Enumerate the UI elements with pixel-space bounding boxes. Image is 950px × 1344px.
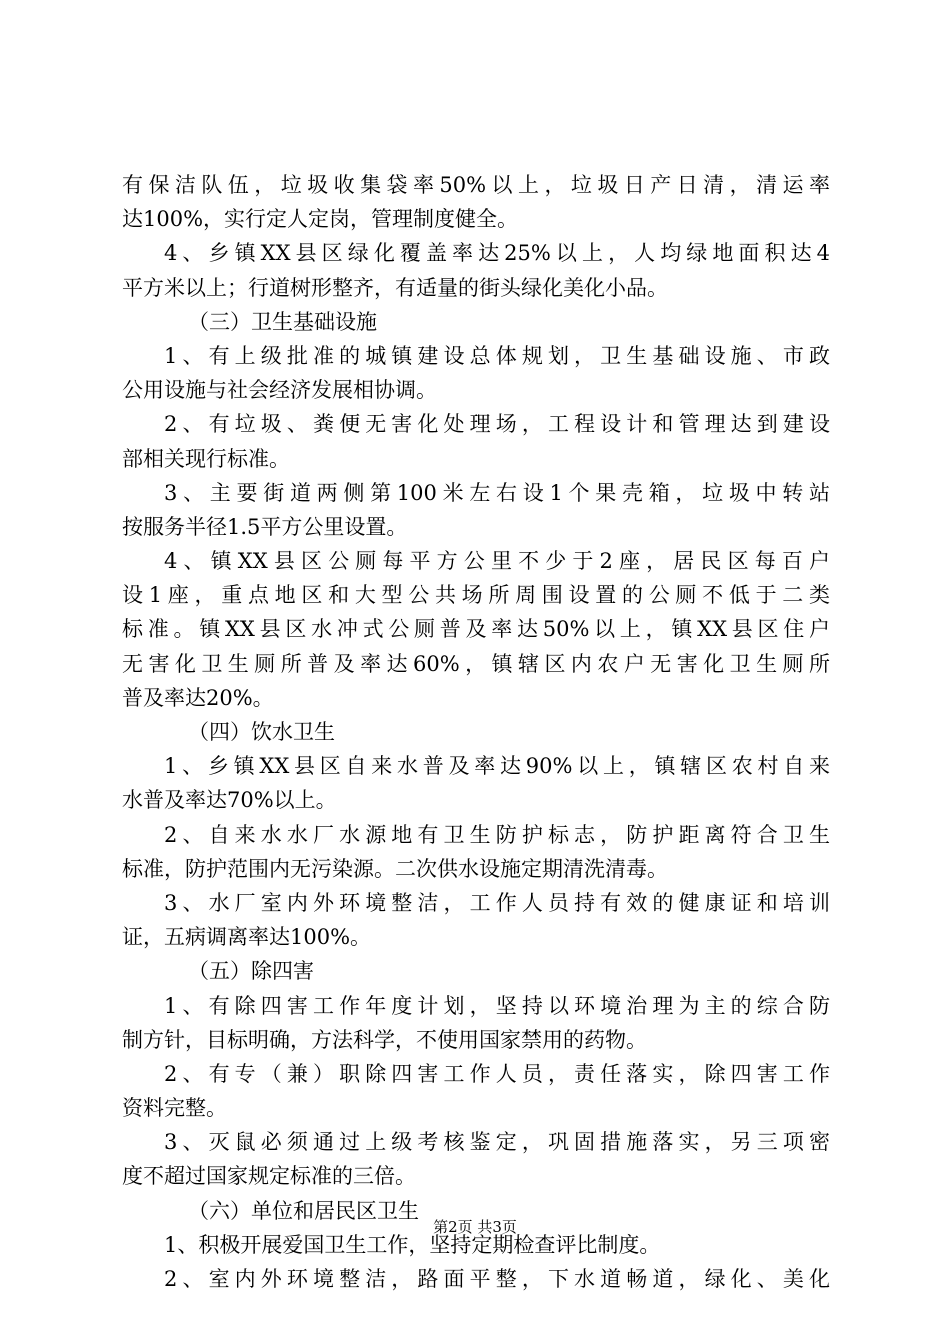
text-line: 平方米以上；行道树形整齐，有适量的街头绿化美化小品。 bbox=[122, 275, 668, 300]
text-line: 部相关现行标准。 bbox=[122, 446, 290, 471]
text-line: 3、主要街道两侧第100米左右设1个果壳箱，垃圾中转站 bbox=[164, 480, 830, 505]
text-line: （四）饮水卫生 bbox=[188, 720, 335, 744]
text-line: 1、乡镇XX县区自来水普及率达90%以上，镇辖区农村自来 bbox=[164, 754, 830, 779]
text-line: 资料完整。 bbox=[122, 1096, 227, 1121]
text-line: 3、灭鼠必须通过上级考核鉴定，巩固措施落实，另三项密 bbox=[164, 1130, 830, 1155]
text-line: 公用设施与社会经济发展相协调。 bbox=[122, 378, 437, 403]
text-line: 2、室内外环境整洁，路面平整，下水道畅道，绿化、美化 bbox=[164, 1267, 830, 1291]
text-line: 2、有垃圾、粪便无害化处理场，工程设计和管理达到建设 bbox=[164, 412, 830, 437]
text-line: 按服务半径1.5平方公里设置。 bbox=[122, 514, 408, 539]
text-line: 制方针，目标明确，方法科学，不使用国家禁用的药物。 bbox=[122, 1027, 647, 1052]
text-line: 有保洁队伍，垃圾收集袋率50%以上，垃圾日产日清，清运率 bbox=[122, 173, 830, 197]
text-line: 3、水厂室内外环境整洁，工作人员持有效的健康证和培训 bbox=[164, 890, 830, 915]
text-line: 标准。镇XX县区水冲式公厕普及率达50%以上，镇XX县区住户 bbox=[122, 617, 830, 642]
text-line: 度不超过国家规定标准的三倍。 bbox=[122, 1164, 416, 1189]
text-line: 无害化卫生厕所普及率达60%，镇辖区内农户无害化卫生厕所 bbox=[122, 651, 830, 676]
text-line: 设1座，重点地区和大型公共场所周围设置的公厕不低于二类 bbox=[122, 583, 830, 608]
text-line: 1、积极开展爱国卫生工作，坚持定期检查评比制度。 bbox=[164, 1232, 661, 1257]
text-line: （六）单位和居民区卫生 bbox=[188, 1198, 419, 1223]
text-line: 普及率达20%。 bbox=[122, 685, 274, 710]
text-line: 4、镇XX县区公厕每平方公里不少于2座，居民区每百户 bbox=[164, 549, 830, 574]
text-line: 4、乡镇XX县区绿化覆盖率达25%以上，人均绿地面积达4 bbox=[164, 241, 830, 266]
document-body bbox=[122, 168, 830, 1296]
text-line: （五）除四害 bbox=[188, 959, 314, 984]
text-line: 2、自来水水厂水源地有卫生防护标志，防护距离符合卫生 bbox=[164, 822, 830, 847]
text-line: 1、有除四害工作年度计划，坚持以环境治理为主的综合防 bbox=[164, 993, 830, 1018]
text-line: 1、有上级批准的城镇建设总体规划，卫生基础设施、市政 bbox=[164, 343, 830, 368]
text-line: 标准，防护范围内无污染源。二次供水设施定期清洗清毒。 bbox=[122, 856, 668, 881]
page-footer: 第2页 共3页 bbox=[433, 1218, 517, 1236]
text-line: 2、有专（兼）职除四害工作人员，责任落实，除四害工作 bbox=[164, 1061, 830, 1086]
text-line: 水普及率达70%以上。 bbox=[122, 788, 337, 813]
text-line: 达100%，实行定人定岗，管理制度健全。 bbox=[122, 207, 519, 232]
text-line: 证，五病调离率达100%。 bbox=[122, 925, 372, 950]
text-line: （三）卫生基础设施 bbox=[188, 309, 377, 334]
